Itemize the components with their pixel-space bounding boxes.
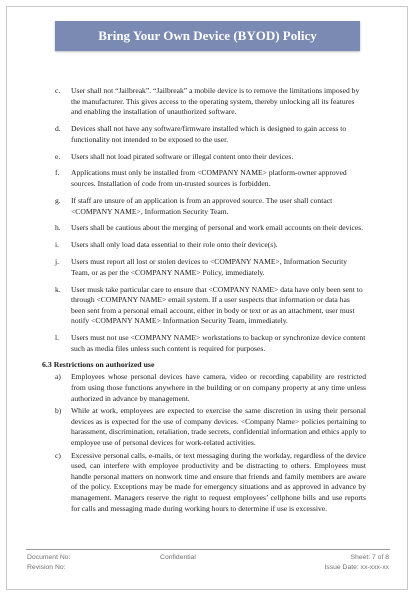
revision-number: Revision No: [27, 564, 66, 571]
list-item [50, 86, 366, 118]
list-item-text: Users shall be cautious about the merging of personal and work email accounts on their devices. [71, 223, 364, 233]
list-item-text: User musk take particular care to ensure that <COMPANY NAME> data have only been sent to through <COMPANY NAME> email system. If a user suspects that information or data has been sent from a personal email account, either in body or text or as an attachment, user must notify <COMPANY NAME> Information Security Team, immediately. [71, 284, 363, 326]
list-item-text: Applications must only be installed from <COMPANY NAME> platform-owner approved sources. Installation of code from un-trusted sources is forbidden. [71, 168, 347, 189]
list-item-text: Employees whose personal devices have camera, video or recording capability are restricted from using those functions anywhere in the building or on company property at any time unless authorized in advance by management. [71, 372, 366, 403]
sheet-number: Sheet: 7 of 8 [350, 554, 389, 561]
list-item [50, 285, 366, 327]
page-footer [27, 553, 389, 573]
list-item-marker: e. [55, 151, 61, 161]
list-item [50, 152, 366, 163]
list-item [50, 372, 366, 404]
list-item-marker: f. [55, 168, 60, 178]
list-item [50, 333, 366, 354]
list-item [50, 124, 366, 145]
page-title: Bring Your Own Device (BYOD) Policy [98, 28, 317, 43]
list-item [50, 406, 366, 448]
list-item-text: Users must not use <COMPANY NAME> workstations to backup or synchronize device content such as media files unless such content is required for purposes. [71, 333, 366, 353]
list-item-text: User shall not “Jailbreak”. “Jailbreak” a mobile device is to remove the limitations imposed by the manufacturer. This gives access to the operating system, thereby unlocking all its features and enabling the installation of unauthorized software. [71, 86, 360, 117]
list-item-marker: g. [55, 195, 61, 205]
list-item-text: Users must report all lost or stolen devices to <COMPANY NAME>, Information Security Team, or as per the <COMPANY NAME> Policy, immediately. [71, 257, 348, 277]
footer-divider [26, 549, 390, 550]
list-item-text: Users shall not load pirated software or illegal content onto their devices. [71, 151, 294, 161]
list-item-marker: k. [55, 284, 61, 294]
document-number: Document No: [27, 554, 71, 561]
list-item-marker: j. [55, 257, 60, 267]
list-item-text: Excessive personal calls, e-mails, or text messaging during the workday, regardless of the device used, can interfere with employee productivity and be distracting to others. Employees must handle personal matters on nonwork time and ensure that friends and family members are aware of the policy. Exceptions may be made for emergency situations and as approved in advance by management. Managers reserve the right to request employees’ cellphone bills and use reports for calls and messaging made during working hours to determine if use is excessive. [71, 450, 366, 513]
list-item [50, 168, 366, 189]
issue-date: Issue Date: xx-xxx-xx [324, 564, 389, 571]
list-item-marker: h. [55, 223, 61, 233]
list-item-text: Devices shall not have any software/firmware installed which is designed to gain access to functionality not intended to be exposed to the user. [71, 124, 347, 144]
footer-spacer [128, 563, 228, 573]
list-item-text: Users shall only load data essential to their role onto their device(s). [71, 240, 278, 250]
list-item-marker: c) [55, 450, 61, 460]
confidential-label: Confidential [160, 554, 196, 561]
list-item-marker: l. [55, 333, 60, 343]
list-item [50, 196, 366, 217]
list-item-marker: b) [55, 406, 62, 416]
list-item-marker: a) [55, 372, 61, 382]
list-item [50, 451, 366, 515]
list-item [50, 223, 366, 234]
list-item [50, 240, 366, 251]
list-item-marker: c. [55, 86, 61, 95]
list-item [50, 257, 366, 278]
list-item-marker: d. [55, 124, 61, 134]
list-item-text: While at work, employees are expected to exercise the same discretion in using their personal devices as is expected for the use of company devices. <Company Name> policies pertaining to harassment, discrimination, retaliation, trade secrets, confidential information and ethics apply to employee use of personal devices for work-related activities. [71, 406, 366, 447]
policy-content [42, 86, 366, 516]
title-banner [55, 21, 360, 51]
list-item-text: If staff are unsure of an application is from an approved source. The user shall contact <COMPANY NAME>, Information Security Team. [71, 195, 333, 216]
list-item-marker: i. [55, 240, 60, 250]
section-heading: 6.3 Restrictions on authorized use [42, 359, 155, 369]
